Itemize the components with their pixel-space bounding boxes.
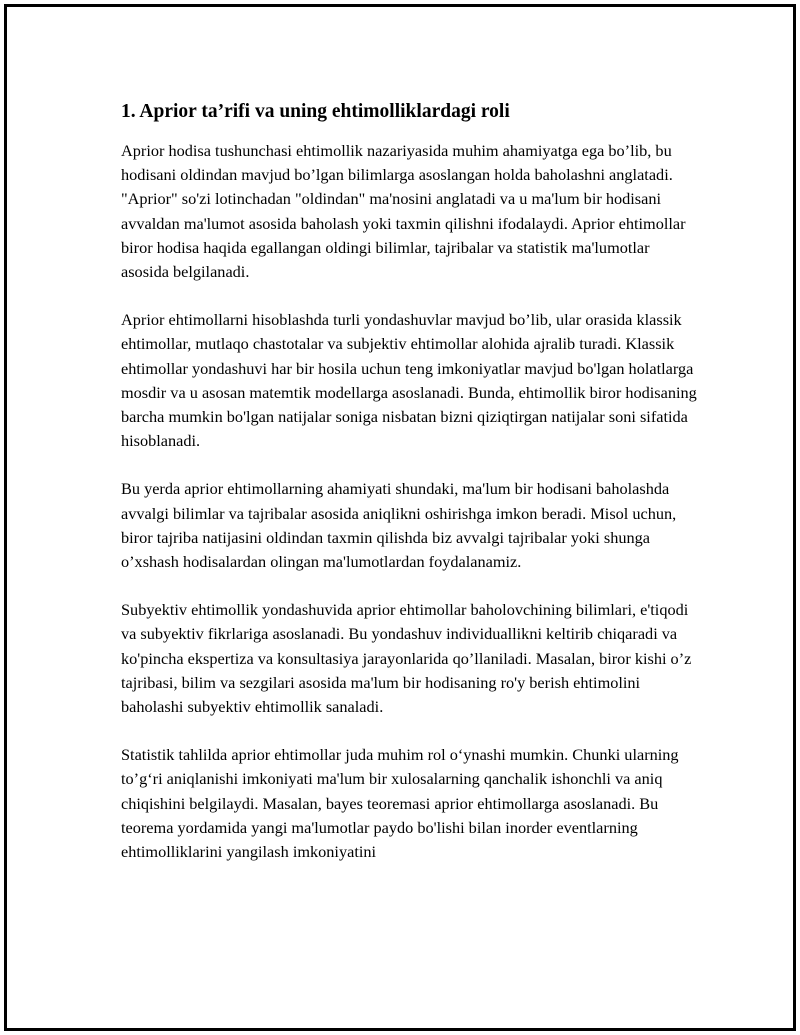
document-body: [121, 99, 701, 888]
paragraph: Subyektiv ehtimollik yondashuvida aprior ehtimollar baholovchining bilimlari, e'tiqodi va subyektiv fikrlariga asoslanadi. Bu yondashuv individuallikni keltirib chiqaradi va ko'pincha ekspertiza va konsultasiya jarayonlarida qo’llaniladi. Masalan, biror kishi o’z tajribasi, bilim va sezgilari asosida ma'lum bir hodisaning ro'y berish ehtimolini baholashi subyektiv ehtimollik sanaladi.: [121, 600, 692, 717]
paragraph: Bu yerda aprior ehtimollarning ahamiyati shundaki, ma'lum bir hodisani baholashda avvalgi bilimlar va tajribalar asosida aniqlikni oshirishga imkon beradi. Misol uchun, biror tajriba natijasini oldindan taxmin qilishda biz avvalgi tajribalar yoki shunga o’xshash hodisalardan olingan ma'lumotlardan foydalanamiz.: [121, 479, 677, 572]
paragraph: Aprior ehtimollarni hisoblashda turli yondashuvlar mavjud bo’lib, ular orasida klassik ehtimollar, mutlaqo chastotalar va subjektiv ehtimollar alohida ajralib turadi. Klassik ehtimollar yondashuvi har bir hosila uchun teng imkoniyatlar mavjud bo'lgan holatlarga mosdir va u asosan matemtik modellarga asoslanadi. Bunda, ehtimollik biror hodisaning barcha mumkin bo'lgan natijalar soniga nisbatan bizni qiziqtirgan natijalar soni sifatida hisoblanadi.: [121, 310, 697, 451]
paragraph: Aprior hodisa tushunchasi ehtimollik nazariyasida muhim ahamiyatga ega bo’lib, bu hodisani oldindan mavjud bo’lgan bilimlarga asoslangan holda baholashni anglatadi. "Aprior" so'zi lotinchadan "oldindan" ma'nosini anglatadi va u ma'lum bir hodisani avvaldan ma'lumot asosida baholash yoki taxmin qilishni ifodalaydi. Aprior ehtimollar biror hodisa haqida egallangan oldingi bilimlar, tajribalar va statistik ma'lumotlar asosida belgilanadi.: [121, 141, 686, 282]
section-heading: 1. Aprior ta’rifi va uning ehtimolliklardagi roli: [121, 101, 510, 122]
paragraph: Statistik tahlilda aprior ehtimollar juda muhim rol o‘ynashi mumkin. Chunki ularning to’g‘ri aniqlanishi imkoniyati ma'lum bir xulosalarning qanchalik ishonchli va aniq chiqishini belgilaydi. Masalan, bayes teoremasi aprior ehtimollarga asoslanadi. Bu teorema yordamida yangi ma'lumotlar paydo bo'lishi bilan inorder eventlarning ehtimolliklarini yangilash imkoniyatini: [121, 745, 679, 862]
document-page: [4, 4, 796, 1031]
